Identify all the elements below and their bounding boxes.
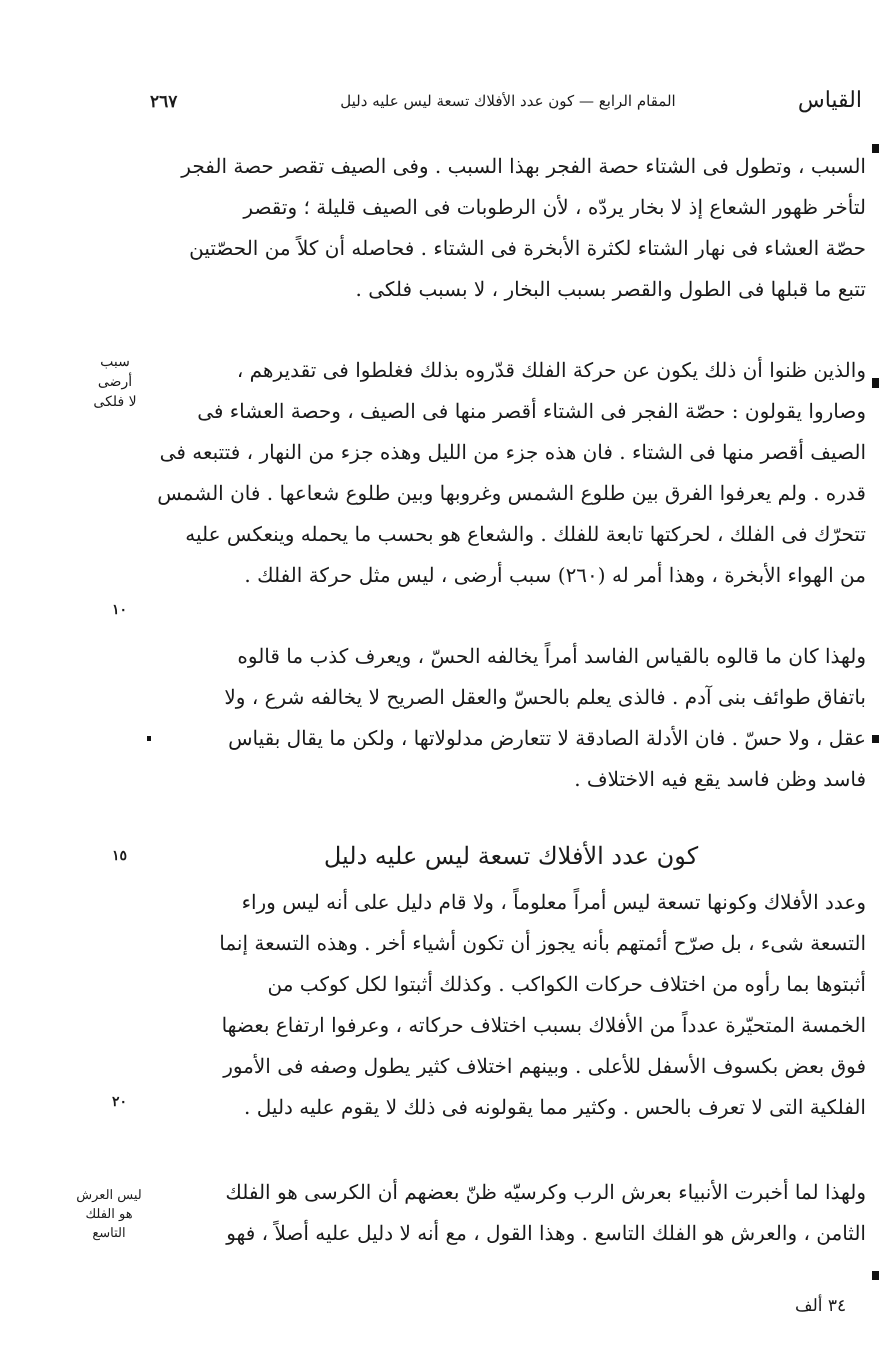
- margin-note: [64, 1186, 154, 1243]
- margin-note-line: أرضى: [97, 374, 133, 390]
- paragraph-1: [156, 146, 866, 310]
- text-line: لتأخر ظهور الشعاع إذ لا بخار يردّه ، لأن الرطوبات فى الصيف قليلة ؛ وتقصر: [243, 195, 866, 219]
- margin-note-line: هو الفلك: [85, 1207, 133, 1222]
- line-number: ١٠: [112, 602, 128, 618]
- text-line: التسعة شىء ، بل صرّح أئمتهم بأنه يجوز أن تكون أشياء أخر . وهذه التسعة إنما: [219, 931, 866, 955]
- text-line: باتفاق طوائف بنى آدم . فالذى يعلم بالحسّ والعقل الصريح لا يخالفه شرع ، ولا: [224, 685, 866, 709]
- paragraph-2: [156, 350, 866, 596]
- text-line: قدره . ولم يعرفوا الفرق بين طلوع الشمس وغروبها وبين طلوع شعاعها . فان الشمس: [157, 481, 866, 505]
- text-line: من الهواء الأبخرة ، وهذا أمر له (٢٦٠) سبب أرضى ، ليس مثل حركة الفلك .: [244, 563, 866, 587]
- scan-edge-mark: [872, 1271, 879, 1280]
- text-line: الثامن ، والعرش هو الفلك التاسع . وهذا القول ، مع أنه لا دليل عليه أصلاً ، فهو: [226, 1221, 866, 1245]
- text-line: عقل ، ولا حسّ . فان الأدلة الصادقة لا تتعارض مدلولاتها ، ولكن ما يقال بقياس: [228, 726, 866, 750]
- text-line: السبب ، وتطول فى الشتاء حصة الفجر بهذا السبب . وفى الصيف تقصر حصة الفجر: [181, 154, 866, 178]
- page-number: ٢٦٧: [150, 92, 178, 112]
- scan-edge-mark: [872, 144, 879, 153]
- section-heading: كون عدد الأفلاك تسعة ليس عليه دليل: [323, 842, 699, 870]
- text-line: فاسد وظن فاسد يقع فيه الاختلاف .: [574, 767, 866, 791]
- paragraph-3: [156, 636, 866, 800]
- text-line: وصاروا يقولون : حصّة الفجر فى الشتاء أقصر منها فى الصيف ، وحصة العشاء فى: [197, 399, 866, 423]
- text-line: الفلكية التى لا تعرف بالحس . وكثير مما يقولونه فى ذلك لا يقوم عليه دليل .: [244, 1095, 866, 1119]
- text-line: ولهذا كان ما قالوه بالقياس الفاسد أمراً يخالفه الحسّ ، ويعرف كذب ما قالوه: [237, 644, 866, 668]
- text-line: أثبتوها بما رأوه من اختلاف حركات الكواكب . وكذلك أثبتوا لكل كوكب من: [267, 972, 866, 996]
- text-line: ولهذا لما أخبرت الأنبياء بعرش الرب وكرسيّه ظنّ بعضهم أن الكرسى هو الفلك: [225, 1180, 866, 1204]
- paragraph-5: [156, 1172, 866, 1254]
- text-line: حصّة العشاء فى نهار الشتاء لكثرة الأبخرة فى الشتاء . فحاصله أن كلاً من الحصّتين: [189, 236, 866, 260]
- paragraph-4: [156, 882, 866, 1128]
- scan-edge-mark: [147, 736, 151, 741]
- scan-edge-mark: [872, 378, 879, 388]
- margin-note-line: سبب: [100, 354, 130, 370]
- line-number: ١٥: [112, 848, 128, 864]
- signature-mark: ٣٤ ألف: [795, 1296, 847, 1316]
- text-line: تتبع ما قبلها فى الطول والقصر بسبب البخار ، لا بسبب فلكى .: [355, 277, 866, 301]
- text-line: فوق بعض بكسوف الأسفل للأعلى . وبينهم اختلاف كثير يطول وصفه فى الأمور: [223, 1054, 866, 1078]
- line-number: ٢٠: [112, 1094, 128, 1110]
- text-line: الصيف أقصر منها فى الشتاء . فان هذه جزء من الليل وهذه جزء من النهار ، فتتبعه فى: [159, 440, 866, 464]
- running-header: المقام الرابع — كون عدد الأفلاك تسعة ليس عليه دليل: [340, 92, 676, 110]
- book-title: القياس: [797, 88, 862, 113]
- text-line: والذين ظنوا أن ذلك يكون عن حركة الفلك قدّروه بذلك فغلطوا فى تقديرهم ،: [236, 358, 866, 382]
- margin-note: [70, 352, 160, 412]
- margin-note-line: التاسع: [92, 1226, 126, 1241]
- margin-note-line: لا فلكى: [93, 394, 137, 410]
- text-line: الخمسة المتحيّرة عدداً من الأفلاك بسبب اختلاف حركاته ، وعرفوا ارتفاع بعضها: [221, 1013, 866, 1037]
- text-line: وعدد الأفلاك وكونها تسعة ليس أمراً معلوماً ، ولا قام دليل على أنه ليس وراء: [241, 890, 866, 914]
- page-header: [150, 88, 870, 128]
- text-line: تتحرّك فى الفلك ، لحركتها تابعة للفلك . والشعاع هو بحسب ما يحمله وينعكس عليه: [185, 522, 866, 546]
- margin-note-line: ليس العرش: [76, 1188, 142, 1203]
- scan-edge-mark: [872, 735, 879, 743]
